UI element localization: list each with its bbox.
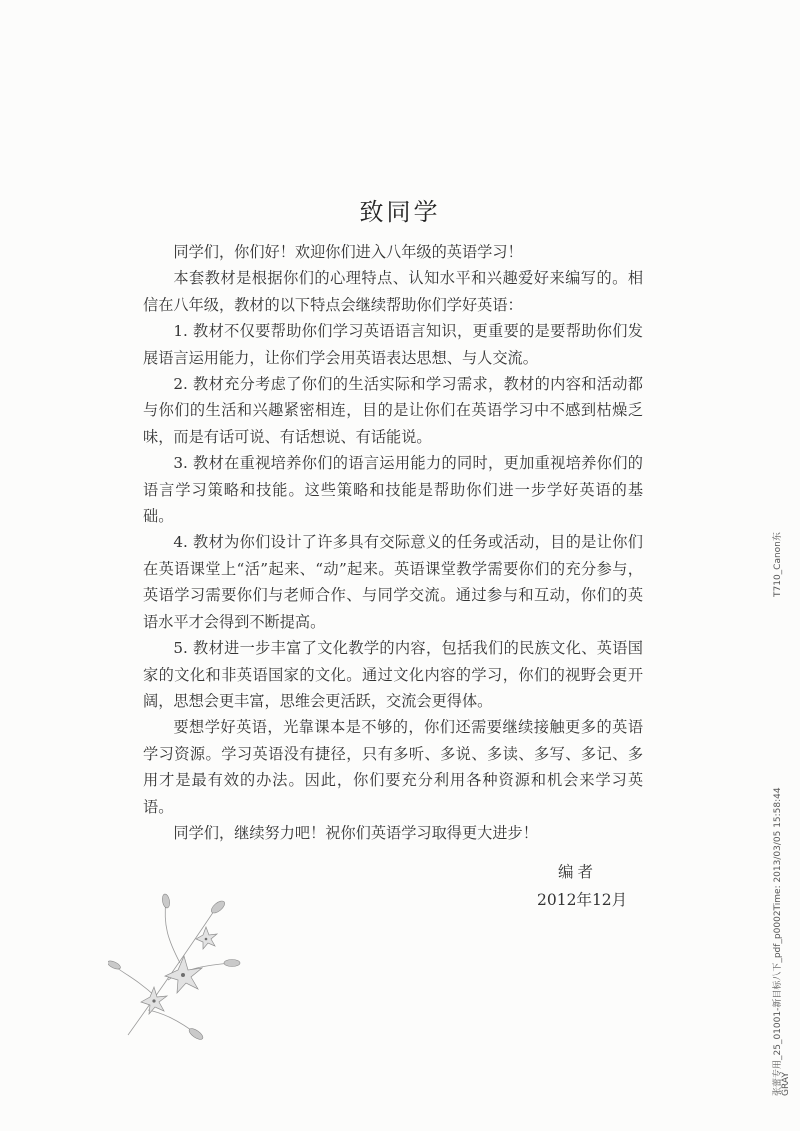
- flower-illustration: [108, 885, 248, 1045]
- signature-date: 2012年12月: [537, 891, 628, 909]
- paragraph-point-2: 2. 教材充分考虑了你们的生活实际和学习需求，教材的内容和活动都与你们的生活和兴趣紧密相连，目的是让你们在英语学习中不感到枯燥乏味，而是有话可说、有话想说、有话能说。: [143, 375, 643, 446]
- paragraph-greeting: 同学们，你们好！欢迎你们进入八年级的英语学习！: [173, 243, 523, 261]
- letter-body: [143, 239, 643, 846]
- paragraph-closing: 同学们，继续努力吧！祝你们英语学习取得更大进步！: [173, 823, 538, 842]
- page-title: 致同学: [359, 198, 441, 226]
- side-stamp-bottom: 张蕾专用_25_01001-新目标八下_pdf_p0002Time: 2013/03/05 15:58:44: [773, 787, 783, 1096]
- paragraph-point-4: 4. 教材为你们设计了许多具有交际意义的任务或活动，目的是让你们在英语课堂上“活”起来、“动”起来。英语课堂教学需要你们的充分参与，英语学习需要你们与老师合作、与同学交流。通过参与和互动，你们的英语水平才会得到不断提高。: [143, 533, 643, 631]
- paragraph-point-5: 5. 教材进一步丰富了文化教学的内容，包括我们的民族文化、英语国家的文化和非英语国家的文化。通过文化内容的学习，你们的视野会更开阔，思想会更丰富，思维会更活跃，交流会更得体。: [143, 639, 643, 710]
- side-stamp-bottom-second: GRAY: [781, 1072, 791, 1096]
- paragraph-point-3: 3. 教材在重视培养你们的语言运用能力的同时，更加重视培养你们的语言学习策略和技能。这些策略和技能是帮助你们进一步学好英语的基础。: [143, 454, 643, 526]
- side-stamp-top: T710_Canon东: [773, 532, 783, 597]
- paragraph-advice: 要想学好英语，光靠课本是不够的，你们还需要继续接触更多的英语学习资源。学习英语没有捷径，只有多听、多说、多读、多写、多记、多用才是最有效的办法。因此，你们要充分利用各种资源和机会来学习英语。: [143, 718, 643, 816]
- paragraph-intro: 本套教材是根据你们的心理特点、认知水平和兴趣爱好来编写的。相信在八年级，教材的以下特点会继续帮助你们学好英语：: [143, 269, 643, 314]
- paragraph-point-1: 1. 教材不仅要帮助你们学习英语语言知识，更重要的是要帮助你们发展语言运用能力，让你们学会用英语表达思想、与人交流。: [143, 322, 643, 367]
- signature-author: 编者: [558, 863, 598, 881]
